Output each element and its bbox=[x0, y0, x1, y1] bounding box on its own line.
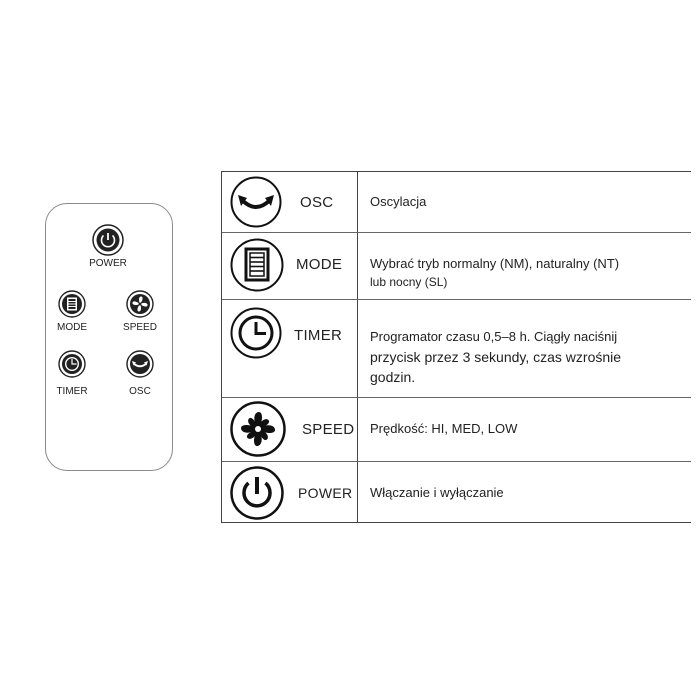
fan-icon bbox=[230, 401, 286, 457]
legend-power-icon-cell bbox=[230, 466, 284, 520]
remote-osc-button[interactable] bbox=[126, 350, 154, 378]
mode-icon bbox=[230, 238, 284, 292]
remote-speed-label: SPEED bbox=[123, 322, 157, 333]
legend-timer-description bbox=[370, 327, 685, 387]
legend-table bbox=[221, 171, 691, 523]
legend-row-mode bbox=[222, 232, 691, 300]
legend-timer-icon-cell bbox=[230, 307, 282, 359]
clock-icon bbox=[58, 350, 86, 378]
legend-mode-description-line2: lub nocny (SL) bbox=[370, 275, 448, 289]
legend-power-description: Włączanie i wyłączanie bbox=[370, 485, 504, 500]
fan-icon bbox=[126, 290, 154, 318]
remote-mode-button[interactable] bbox=[58, 290, 86, 318]
legend-speed-icon-cell bbox=[230, 401, 286, 457]
legend-mode-description-line1: Wybrać tryb normalny (NM), naturalny (NT) bbox=[370, 256, 620, 271]
legend-timer-description-line2: przycisk przez 3 sekundy, czas wzrośnie bbox=[370, 349, 622, 365]
legend-row-power bbox=[222, 461, 691, 524]
legend-power-name: POWER bbox=[298, 485, 353, 501]
legend-osc-description: Oscylacja bbox=[370, 194, 427, 209]
oscillation-icon bbox=[230, 176, 282, 228]
remote-osc-label: OSC bbox=[129, 386, 151, 397]
legend-row-speed bbox=[222, 397, 691, 462]
power-icon bbox=[230, 466, 284, 520]
remote-timer-button[interactable] bbox=[58, 350, 86, 378]
legend-timer-description-line1: Programator czasu 0,5–8 h. Ciągły naciśnij bbox=[370, 329, 618, 344]
legend-row-timer bbox=[222, 299, 691, 398]
legend-timer-name: TIMER bbox=[294, 327, 343, 344]
remote-mode-label: MODE bbox=[57, 322, 87, 333]
remote-speed-button[interactable] bbox=[126, 290, 154, 318]
legend-mode-icon-cell bbox=[230, 238, 284, 292]
clock-icon bbox=[230, 307, 282, 359]
remote-timer-label: TIMER bbox=[56, 386, 88, 397]
legend-speed-description: Prędkość: HI, MED, LOW bbox=[370, 421, 518, 436]
oscillation-icon bbox=[126, 350, 154, 378]
remote-power-button[interactable] bbox=[92, 224, 124, 256]
legend-speed-name: SPEED bbox=[302, 421, 355, 438]
legend-mode-description bbox=[370, 254, 685, 292]
legend-osc-icon-cell bbox=[230, 176, 282, 228]
remote-control bbox=[45, 203, 173, 471]
legend-mode-name: MODE bbox=[296, 256, 343, 273]
remote-power-label: POWER bbox=[89, 258, 127, 269]
legend-row-osc bbox=[222, 172, 691, 233]
mode-icon bbox=[58, 290, 86, 318]
legend-timer-description-line3: godzin. bbox=[370, 369, 416, 385]
power-icon bbox=[92, 224, 124, 256]
legend-osc-name: OSC bbox=[300, 194, 334, 211]
